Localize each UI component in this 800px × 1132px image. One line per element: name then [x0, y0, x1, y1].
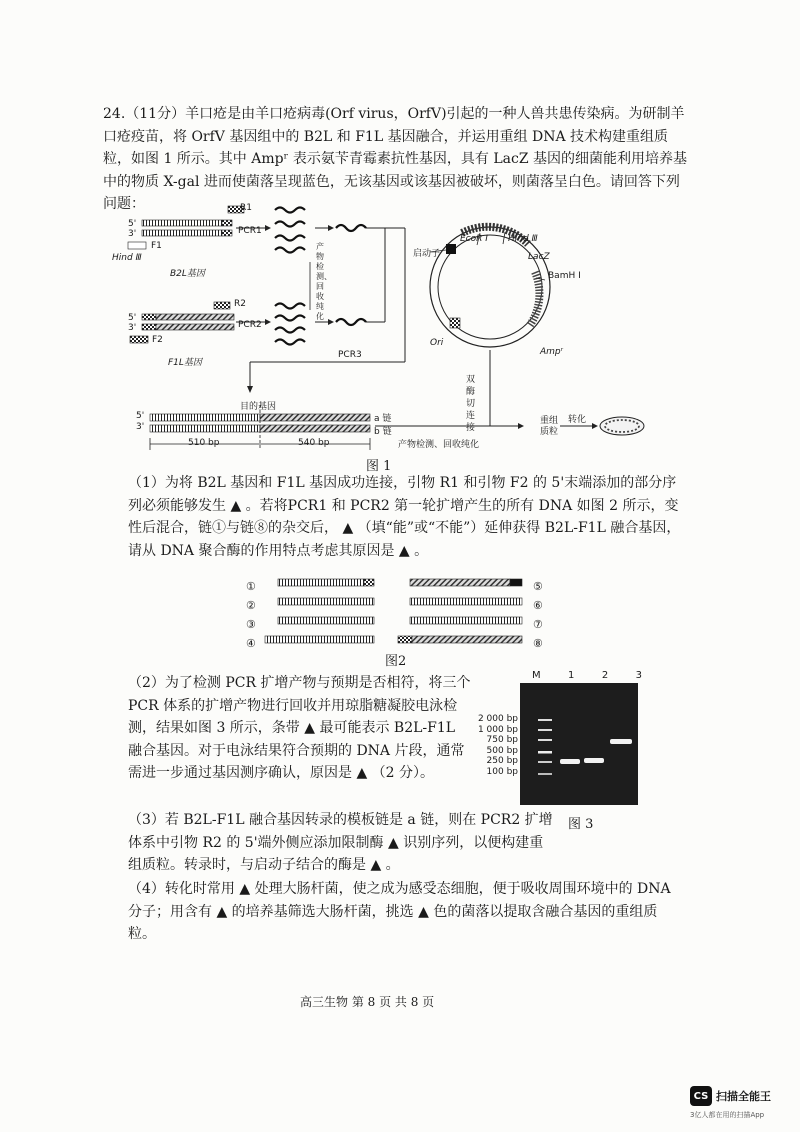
page-footer: 高三生物 第 8 页 共 8 页: [300, 995, 435, 1009]
label-target-gene: 目的基因: [240, 402, 277, 412]
hindiii-pointer: [503, 232, 505, 244]
label-3prime-3: 3': [136, 422, 145, 432]
marker-band-2000: [538, 719, 552, 721]
camscanner-logo-icon: CS: [690, 1086, 712, 1106]
figure-2-right-labels: [533, 577, 543, 653]
label-5prime-3: 5': [136, 411, 145, 421]
strand-7: [410, 617, 522, 624]
label-transform: 转化: [568, 415, 587, 425]
marker-band-100: [538, 773, 552, 775]
label-f1: F1: [151, 241, 162, 251]
plasmid-ampr-region: [530, 272, 539, 325]
label-ampr: Ampʳ: [540, 347, 563, 357]
label-detect-bottom: 产物检测、回收纯化: [398, 440, 480, 450]
label-bamhi: BamH Ⅰ: [548, 271, 581, 281]
label-strand-1: ①: [246, 580, 256, 593]
strand-5: [410, 579, 510, 586]
label-pcr2: PCR2: [238, 320, 262, 330]
b2l-strand-bottom: [142, 230, 222, 236]
b2l-overlap-bottom: [222, 230, 232, 236]
label-strand-3: ③: [246, 618, 256, 631]
label-strand-6: ⑥: [533, 599, 543, 612]
strand-3: [278, 617, 374, 624]
b2l-strand-top: [142, 220, 222, 226]
gel-marker-labels: [468, 714, 518, 777]
watermark-title: 扫描全能王: [716, 1090, 771, 1103]
label-recombinant: 重组质粒: [540, 416, 559, 437]
pcr2-to-detect-arrowhead: [328, 319, 334, 325]
lane-3-band: [610, 739, 632, 744]
label-510bp: 510 bp: [188, 438, 220, 448]
label-strand-5: ⑤: [533, 580, 543, 593]
label-3prime-1: 3': [128, 229, 137, 239]
lane-label-m: M: [532, 670, 541, 681]
pcr2-products: [275, 304, 305, 345]
label-pcr3: PCR3: [338, 350, 362, 360]
marker-label-750: 750 bp: [486, 735, 518, 745]
question-4: （4）转化时常用 ▲ 处理大肠杆菌，使之成为感受态细胞，便于吸收周围环境中的 DNA 分子；用含有 ▲ 的培养基筛选大肠杆菌，挑选 ▲ 色的菌落以提取含融合基因的重组质粒。: [128, 881, 671, 942]
label-5prime-2: 5': [128, 313, 137, 323]
label-3prime-2: 3': [128, 323, 137, 333]
figure-1-caption: 图 1: [366, 459, 392, 474]
watermark: [690, 1086, 771, 1106]
transform-arrowhead: [592, 423, 598, 429]
lane-1-band: [560, 759, 580, 764]
marker-label-1000: 1 000 bp: [477, 724, 518, 735]
label-ecori: EcoR Ⅰ: [460, 234, 488, 244]
label-r1: R1: [240, 203, 252, 213]
fusion-to-recombinant-arrowhead: [518, 423, 524, 429]
label-hindiii: Hind Ⅲ: [508, 234, 538, 244]
strand-4: [265, 636, 374, 643]
plasmid-ori: [450, 318, 460, 328]
pcr1-to-detect-arrowhead: [328, 225, 334, 231]
strand-8-overlap: [398, 636, 412, 643]
label-double-cut: 双酶切连接: [466, 375, 476, 433]
label-hindiii-left: Hind Ⅲ: [112, 253, 142, 263]
question-intro: 24.（11分）羊口疮是由羊口疮病毒(Orf virus，OrfV)引起的一种人兽共患传染病。为研制羊口疮疫苗，将 OrfV 基因组中的 B2L 和 F1L 基因融合，并运用重组 DNA 技术构建重组质粒，如图 1 所示。其中 Ampʳ 表示氨苄青霉素抗性基因，具有 LacZ 基因的细菌能利用培养基中的物质 X-gal 进而使菌落呈现蓝色，无该基因或该基因被破坏，则菌落呈白色。请回答下列问题：: [103, 106, 688, 212]
label-lacz: LacZ: [528, 252, 550, 262]
f1l-overlap-top: [142, 314, 156, 320]
strand-5-end: [510, 579, 522, 586]
lane-2-band: [584, 758, 604, 763]
label-b2l-gene: B2L基因: [170, 269, 205, 279]
label-strand-4: ④: [246, 637, 256, 650]
label-promoter: 启动子: [413, 249, 441, 259]
label-strand-8: ⑧: [533, 637, 543, 650]
plasmid-promoter: [446, 244, 456, 254]
label-detect-vertical: 产物检测、回收纯化: [316, 242, 332, 321]
marker-label-100: 100 bp: [486, 766, 518, 777]
marker-label-2000: 2 000 bp: [477, 714, 518, 724]
label-a-chain: a 链: [374, 414, 392, 424]
f1l-overlap-bottom: [142, 324, 156, 330]
pcr2-arrowhead: [265, 319, 271, 325]
primer-r2: [214, 302, 230, 309]
pcr1-products: [275, 208, 305, 253]
marker-band-750: [538, 739, 552, 741]
label-b-chain: b 链: [374, 427, 392, 437]
label-strand-2: ②: [246, 599, 256, 612]
figure-1-diagram: [110, 200, 710, 470]
strand-2: [278, 598, 374, 605]
strand-8: [412, 636, 522, 643]
question-3: （3）若 B2L-F1L 融合基因转录的模板链是 a 链，则在 PCR2 扩增体系中引物 R2 的 5'端外侧应添加限制酶 ▲ 识别序列，以便构建重组质粒。转录时，与启动子结合的酶是 ▲ 。: [128, 812, 553, 873]
primer-f2: [130, 336, 148, 343]
figure-3-caption: 图 3: [568, 817, 594, 832]
fusion-f1l-a: [260, 414, 370, 421]
question-2: （2）为了检测 PCR 扩增产物与预期是否相符，将三个 PCR 体系的扩增产物进行回收并用琼脂糖凝胶电泳检测，结果如图 3 所示，条带 ▲ 最可能表示 B2L-F1L 融合基因。对于电泳结果符合预期的 DNA 片段，通常需进一步通过基因测序确认，原因是 ▲ （2 分）。: [128, 675, 471, 781]
marker-band-250: [538, 761, 552, 763]
marker-label-250: 250 bp: [486, 756, 518, 766]
pcr1-purified: [336, 225, 366, 231]
f1l-strand-bottom: [156, 324, 234, 330]
gel-image: [520, 683, 638, 805]
lane-label-1: 1: [568, 670, 575, 681]
lane-label-2: 2: [601, 670, 609, 681]
fusion-b2l-a: [150, 414, 260, 421]
label-strand-7: ⑦: [533, 618, 543, 631]
label-pcr1: PCR1: [238, 226, 262, 236]
question-1: （1）为将 B2L 基因和 F1L 基因成功连接，引物 R1 和引物 F2 的 5'末端添加的部分序列必须能够发生 ▲ 。若将PCR1 和 PCR2 第一轮扩增产生的所有 DNA 如图 2 所示，变性后混合，链①与链⑧的杂交后， ▲ （填“能”或“不能”）延伸获得 B2L-F1L 融合基因，请从 DNA 聚合酶的作用特点考虑其原因是 ▲ 。: [128, 475, 681, 559]
strand-1-overlap: [364, 579, 374, 586]
label-5prime-1: 5': [128, 219, 137, 229]
fusion-b2l-b: [150, 425, 260, 432]
label-f2: F2: [152, 335, 163, 345]
label-540bp: 540 bp: [298, 438, 330, 448]
pcr1-arrowhead: [265, 225, 271, 231]
label-r2: R2: [234, 299, 246, 309]
strand-6: [410, 598, 522, 605]
lane-label-3: 3: [635, 670, 642, 681]
figure-2-diagram: [240, 575, 560, 645]
b2l-overlap-top: [222, 220, 232, 226]
figure-2-left-labels: [246, 577, 256, 653]
strand-1: [278, 579, 364, 586]
fusion-f1l-b: [260, 425, 370, 432]
marker-label-500: 500 bp: [486, 745, 518, 756]
pcr2-purified: [336, 319, 366, 325]
label-f1l-gene: F1L基因: [168, 358, 202, 368]
primer-f1: [128, 242, 146, 249]
pcr3-arrowhead: [247, 386, 253, 393]
figure-2-caption: 图2: [385, 654, 407, 669]
marker-band-500: [538, 751, 552, 754]
gel-lane-labels: [532, 670, 642, 681]
label-ori: Ori: [430, 338, 444, 348]
marker-band-1000: [538, 729, 552, 731]
f1l-strand-top: [156, 314, 234, 320]
watermark-subtitle: 3亿人都在用的扫描App: [690, 1111, 765, 1119]
